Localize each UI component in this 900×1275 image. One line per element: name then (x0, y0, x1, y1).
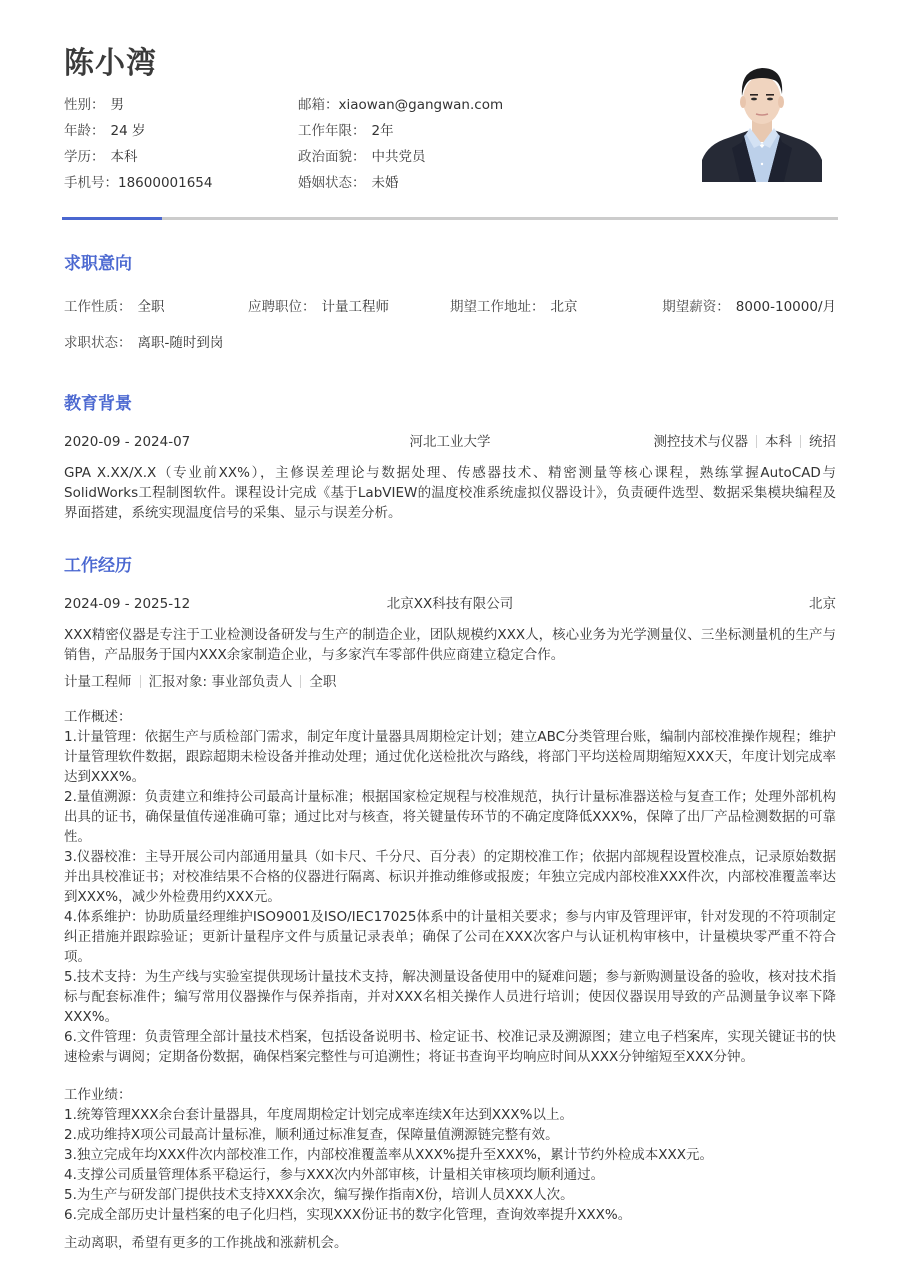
leave-reason: 主动离职，希望有更多的工作挑战和涨薪机会。 (64, 1235, 348, 1251)
overview-item: 6.文件管理：负责管理全部计量技术档案，包括设备说明书、检定证书、校准记录及溯源图；建立电子档案库，实现关键证书的快速检索与调阅；定期备份数据，确保档案完整性与可追溯性；将证书查询平均响应时间从XXX分钟缩短至XXX分钟。 (64, 1029, 836, 1065)
achievement-item: 3.独立完成年均XXX件次内部校准工作，内部校准覆盖率从XXX%提升至XXX%，累计节约外检成本XXX元。 (64, 1147, 714, 1163)
info-education: 学历： 本科 (64, 149, 138, 165)
intent-location: 期望工作地址： 北京 (450, 299, 578, 315)
achievement-item: 2.成功维持X项公司最高计量标准，顺利通过标准复查，保障量值溯源链完整有效。 (64, 1127, 559, 1143)
work-overview (64, 707, 836, 1067)
info-work-years: 工作年限： 2年 (298, 123, 394, 139)
info-phone: 手机号：18600001654 (64, 175, 213, 191)
overview-item: 4.体系维护：协助质量经理维护ISO9001及ISO/IEC17025体系中的计量相关要求；参与内审及管理评审，针对发现的不符项制定纠正措施并跟踪验证；更新计量程序文件与质量记录表单；确保了公司在XXX次客户与认证机构审核中，计量模块零严重不符合项。 (64, 909, 836, 965)
overview-item: 2.量值溯源：负责建立和维持公司最高计量标准；根据国家检定规程与校准规范，执行计量标准器送检与复查工作；处理外部机构出具的证书，确保量值传递准确可靠；通过比对与核查，将关键量传环节的不确定度降低XXX%，保障了出厂产品检测数据的可靠性。 (64, 789, 836, 845)
intent-salary: 期望薪资： 8000-10000/月 (662, 299, 836, 315)
job-intent-row (64, 296, 836, 318)
work-company: 北京XX科技有限公司 (386, 596, 514, 612)
separator (140, 675, 141, 688)
intent-work-type: 工作性质： 全职 (64, 299, 165, 315)
achievement-item: 1.统筹管理XXX余台套计量器具，年度周期检定计划完成率连续X年达到XXX%以上。 (64, 1107, 573, 1123)
section-title-work: 工作经历 (64, 556, 132, 576)
education-school: 河北工业大学 (409, 434, 491, 450)
section-title-education: 教育背景 (64, 394, 132, 414)
work-role-line (64, 671, 836, 693)
education-header (64, 431, 836, 453)
work-achievements (64, 1085, 836, 1225)
education-details (654, 431, 837, 453)
info-age: 年龄： 24 岁 (64, 123, 146, 139)
work-report-to: 汇报对象: 事业部负责人 (148, 674, 293, 690)
work-period: 2024-09 - 2025-12 (64, 596, 191, 612)
portrait-image (702, 52, 822, 182)
overview-item: 3.仪器校准：主导开展公司内部通用量具（如卡尺、千分尺、百分表）的定期校准工作；依据内部规程设置校准点，记录原始数据并出具校准证书；对校准结果不合格的仪器进行隔离、标识并推动维修或报废；年独立完成内部校准XXX件次，内部校准覆盖率达到XXX%，减少外检费用约XXX元。 (64, 849, 836, 905)
separator (800, 435, 801, 448)
education-description: GPA X.XX/X.X（专业前XX%），主修误差理论与数据处理、传感器技术、精密测量等核心课程，熟练掌握AutoCAD与SolidWorks工程制图软件。课程设计完成《基于LabVIEW的温度校准系统虚拟仪器设计》，负责硬件选型、数据采集模块编程及界面搭建，系统实现温度信号的采集、显示与误差分析。 (64, 465, 836, 521)
education-degree: 本科 (765, 434, 792, 450)
section-title-job-intent: 求职意向 (64, 254, 132, 274)
achievements-title: 工作业绩： (64, 1087, 132, 1103)
info-email: 邮箱：xiaowan@gangwan.com (298, 97, 504, 113)
header-divider (62, 217, 838, 220)
achievement-item: 6.完成全部历史计量档案的电子化归档，实现XXX份证书的数字化管理，查询效率提升XXX%。 (64, 1207, 632, 1223)
work-location: 北京 (809, 596, 836, 612)
intent-status: 求职状态： 离职-随时到岗 (64, 335, 224, 351)
divider-accent (62, 217, 162, 220)
candidate-name: 陈小湾 (64, 46, 157, 81)
company-intro: XXX精密仪器是专注于工业检测设备研发与生产的制造企业，团队规模约XXX人，核心业务为光学测量仪、三坐标测量机的生产与销售，产品服务于国内XXX余家制造企业，与多家汽车零部件供应商建立稳定合作。 (64, 627, 836, 663)
achievement-item: 5.为生产与研发部门提供技术支持XXX余次，编写操作指南X份，培训人员XXX人次。 (64, 1187, 574, 1203)
profile-photo (702, 52, 822, 182)
info-gender: 性别： 男 (64, 97, 124, 113)
work-role: 计量工程师 (64, 674, 132, 690)
achievement-item: 4.支撑公司质量管理体系平稳运行，参与XXX次内外部审核，计量相关审核项均顺利通过。 (64, 1167, 605, 1183)
job-status-row (64, 332, 836, 354)
separator (756, 435, 757, 448)
info-marital-status: 婚姻状态： 未婚 (298, 175, 399, 191)
overview-item: 1.计量管理：依据生产与质检部门需求，制定年度计量器具周期检定计划；建立ABC分类管理台账，编制内部校准操作规程；维护计量管理软件数据，跟踪超期未检设备并推动处理；通过优化送检批次与路线，将部门平均送检周期缩短XXX天，年度计划完成率达到XXX%。 (64, 729, 836, 785)
work-job-type: 全职 (309, 674, 337, 690)
education-period: 2020-09 - 2024-07 (64, 434, 191, 450)
education-type: 统招 (809, 434, 836, 450)
info-political-status: 政治面貌： 中共党员 (298, 149, 426, 165)
work-header (64, 593, 836, 615)
separator (300, 675, 301, 688)
education-major: 测控技术与仪器 (653, 434, 748, 450)
intent-position: 应聘职位： 计量工程师 (248, 299, 389, 315)
overview-item: 5.技术支持：为生产线与实验室提供现场计量技术支持，解决测量设备使用中的疑难问题；参与新购测量设备的验收，核对技术指标与配套标准件；编写常用仪器操作与保养指南，并对XXX名相关操作人员进行培训；使因仪器误用导致的产品测量争议率下降XXX%。 (64, 969, 836, 1025)
overview-title: 工作概述： (64, 709, 132, 725)
